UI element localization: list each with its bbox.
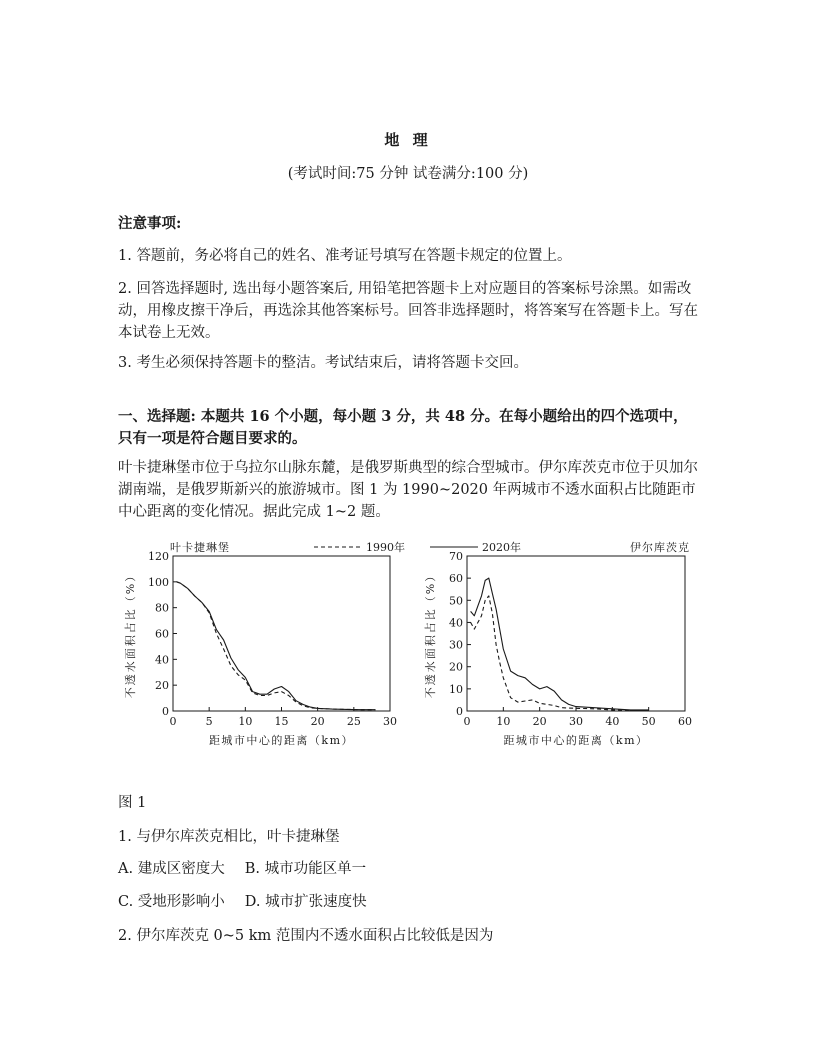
y-tick-label: 70	[449, 550, 463, 563]
y-tick-label: 40	[155, 653, 169, 667]
note-item: 1. 答题前，务必将自己的姓名、准考证号填写在答题卡规定的位置上。	[118, 248, 572, 264]
x-tick-label: 15	[274, 715, 289, 728]
legend-label: 1990年	[366, 541, 405, 554]
y-tick-label: 40	[449, 616, 463, 630]
figure-caption: 图 1	[118, 795, 147, 811]
x-tick-label: 25	[346, 715, 361, 728]
y-tick-label: 20	[449, 660, 463, 674]
y-tick-label: 60	[155, 627, 169, 641]
section-heading: 一、选择题: 本题共 16 个小题，每小题 3 分，共 48 分。在每小题给出的四个选项中，只有一项是符合题目要求的。	[118, 408, 688, 447]
x-tick-label: 20	[532, 715, 547, 728]
x-tick-label: 5	[205, 715, 213, 728]
notes-heading: 注意事项:	[118, 215, 182, 232]
x-tick-label: 40	[605, 715, 620, 728]
series-line-dashed	[177, 582, 376, 710]
y-tick-label: 0	[162, 705, 169, 718]
x-axis-label: 距城市中心的距离（km）	[503, 734, 649, 747]
x-axis-label: 距城市中心的距离（km）	[208, 734, 355, 747]
impervious-area-chart-irkutsk	[418, 534, 708, 754]
question-intro: 叶卡捷琳堡市位于乌拉尔山脉东麓，是俄罗斯典型的综合型城市。伊尔库茨克市位于贝加尔湖南端，是俄罗斯新兴的旅游城市。图 1 为 1990~2020 年两城市不透水面积占比随距市中心距离的变化情况。据此完成 1~2 题。	[118, 460, 698, 520]
option-b: B. 城市功能区单一	[244, 861, 367, 877]
y-tick-label: 60	[449, 572, 463, 586]
x-tick-label: 60	[678, 715, 692, 728]
y-tick-label: 120	[148, 550, 169, 563]
plot-frame	[467, 556, 685, 711]
x-tick-label: 50	[641, 715, 656, 728]
page-title: 地 理	[384, 131, 432, 149]
series-line-solid	[471, 578, 649, 710]
x-tick-label: 10	[238, 715, 253, 728]
y-tick-label: 0	[456, 705, 463, 718]
question-stem: 2. 伊尔库茨克 0~5 km 范围内不透水面积占比较低是因为	[118, 928, 494, 944]
x-tick-label: 10	[496, 715, 511, 728]
options-row	[118, 858, 700, 880]
note-item: 3. 考生必须保持答题卡的整洁。考试结束后，请将答题卡交回。	[118, 355, 528, 371]
option-a: A. 建成区密度大	[118, 861, 225, 877]
x-tick-label: 0	[463, 715, 471, 728]
question-stem: 1. 与伊尔库茨克相比，叶卡捷琳堡	[118, 829, 340, 845]
impervious-area-chart-yekaterinburg	[118, 534, 408, 754]
x-tick-label: 0	[169, 715, 177, 728]
x-tick-label: 30	[383, 715, 397, 728]
x-tick-label: 20	[310, 715, 325, 728]
options-row	[118, 891, 700, 913]
option-d: D. 城市扩张速度快	[244, 894, 367, 910]
plot-frame	[173, 556, 390, 711]
y-tick-label: 100	[148, 575, 169, 589]
exam-info: (考试时间:75 分钟 试卷满分:100 分)	[287, 166, 529, 182]
chart-title: 伊尔库茨克	[630, 541, 690, 554]
y-tick-label: 30	[449, 638, 463, 652]
y-tick-label: 20	[155, 679, 169, 693]
option-c: C. 受地形影响小	[118, 894, 225, 910]
series-line-solid	[177, 582, 376, 710]
legend-label: 2020年	[482, 541, 521, 554]
note-item: 2. 回答选择题时, 选出每小题答案后, 用铅笔把答题卡上对应题目的答案标号涂黑。如需改动，用橡皮擦干净后，再选涂其他答案标号。回答非选择题时，将答案写在答题卡上。写在本试卷上无效。	[118, 281, 698, 341]
y-tick-label: 50	[449, 594, 463, 608]
x-tick-label: 30	[569, 715, 583, 728]
y-tick-label: 80	[155, 601, 169, 615]
y-axis-label: 不透水面积占比（%）	[124, 568, 137, 699]
y-axis-label: 不透水面积占比（%）	[424, 568, 437, 699]
chart-title: 叶卡捷琳堡	[170, 541, 230, 554]
y-tick-label: 10	[449, 682, 463, 696]
